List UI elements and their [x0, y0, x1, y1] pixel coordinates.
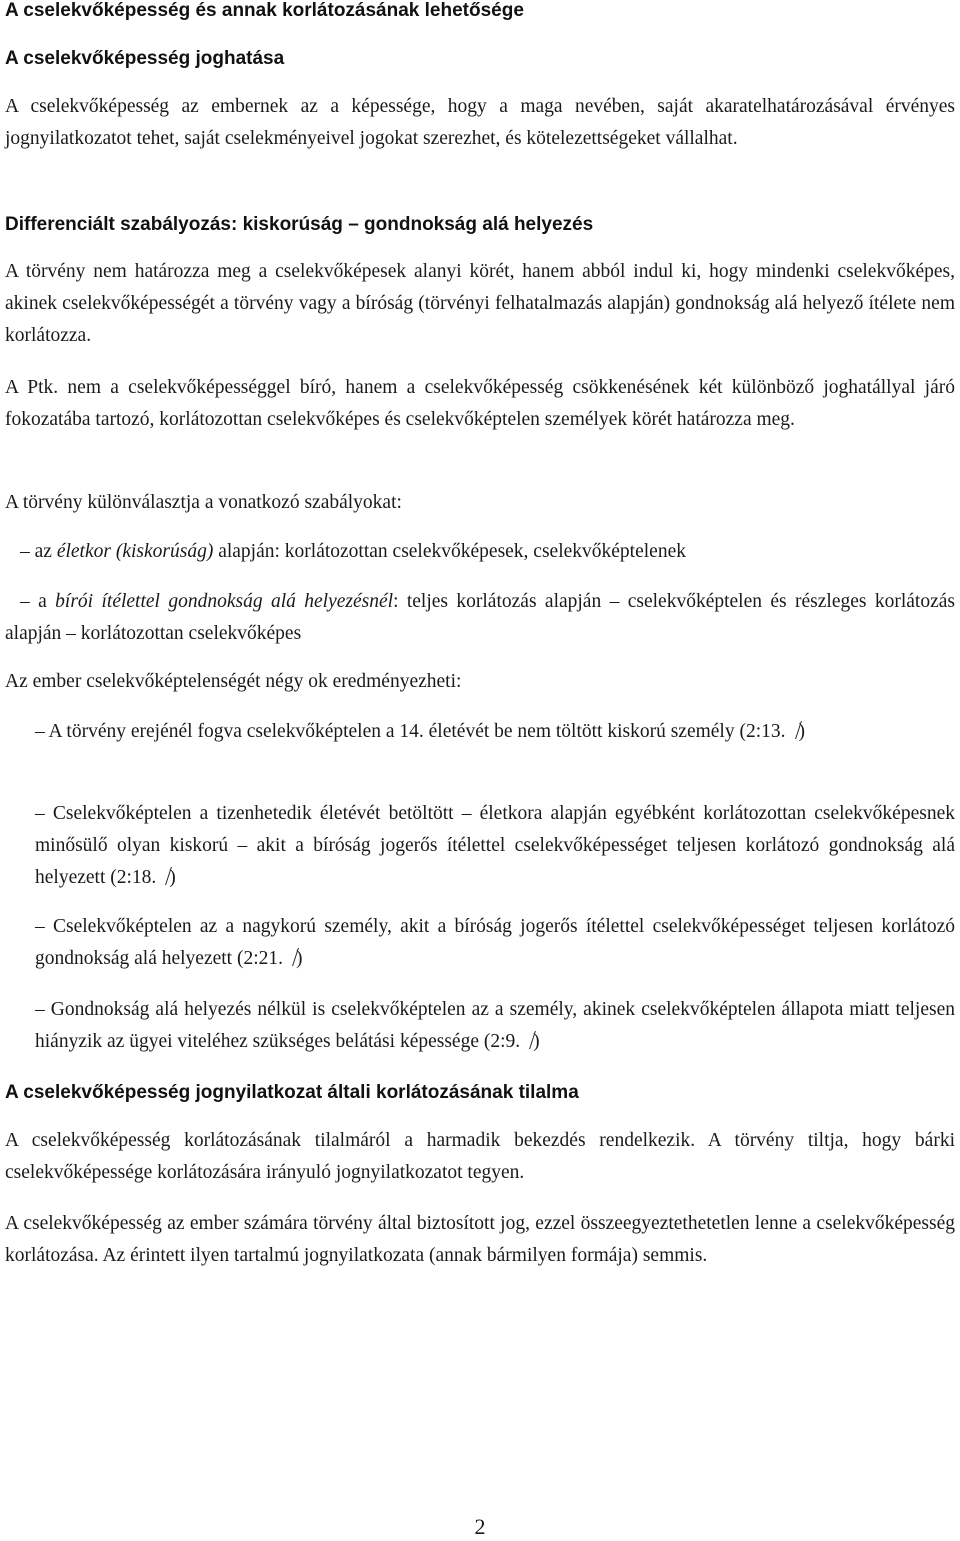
paragraph-void: A cselekvőképesség az ember számára törvény által biztosított jog, ezzel összeegyeztethetetlen lenne a cselekvőképesség korlátozása. Az érintett ilyen tartalmú jognyilatkozata (annak bármilyen formája) semmis.: [5, 1213, 955, 1266]
document-title: A cselekvőképesség és annak korlátozásának lehetősége: [5, 0, 524, 21]
rule-italic: életkor (kiskorúság): [56, 541, 214, 562]
rule-rest: : teljes korlátozás alapján – cselekvőképtelen és részleges korlátozás alapján – korlátozottan cselekvőképes: [5, 591, 955, 644]
paragraph-definition: A cselekvőképesség az embernek az a képessége, hogy a maga nevében, saját akaratelhatározásával érvényes jognyilatkozatot tehet, saját cselekményeivel jogokat szerezhet, és kötelezettségeket vállalhat.: [5, 96, 955, 149]
paragraph-ptk: A Ptk. nem a cselekvőképességgel bíró, hanem a cselekvőképesség csökkenésének két különböző joghatállyal járó fokozatába tartozó, korlátozottan cselekvőképes és cselekvőképtelen személyek körét határozza meg.: [5, 377, 955, 430]
section-heading-differentiated-regulation: Differenciált szabályozás: kiskorúság – gondnokság alá helyezés: [5, 214, 594, 235]
page-number: 2: [474, 1514, 486, 1539]
paragraph-general-capacity: A törvény nem határozza meg a cselekvőképesek alanyi körét, hanem abból indul ki, hogy mindenki cselekvőképes, akinek cselekvőképességét a törvény vagy a bíróság (törvényi felhatalmazás alapján) gondnokság alá helyező ítélete nem korlátozza.: [5, 261, 955, 346]
list-item: – Cselekvőképtelen a tizenhetedik életévét betöltött – életkora alapján egyébként korlátozottan cselekvőképesnek minősülő olyan kiskorú – akit a bíróság jogerős ítélettel cselekvőképességet teljesen korlátozó gondnokság alá helyezett (2:18. ): [35, 803, 955, 888]
list-item: – A törvény erejénél fogva cselekvőképtelen a 14. életévét be nem töltött kiskorú személy (2:13. ): [35, 721, 806, 742]
list-item: – Cselekvőképtelen az a nagykorú személy, akit a bíróság jogerős ítélettel cselekvőképességet teljesen korlátozó gondnokság alá helyezett (2:21. ): [35, 916, 955, 969]
section-heading-legal-effect: A cselekvőképesség joghatása: [5, 48, 285, 69]
paragraph-rules-intro: A törvény különválasztja a vonatkozó szabályokat:: [5, 492, 402, 513]
paragraph-four-causes: Az ember cselekvőképtelenségét négy ok eredményezheti:: [5, 671, 462, 692]
rule-italic: bírói ítélettel gondnokság alá helyezésnél: [55, 591, 394, 612]
paragraph-prohibition: A cselekvőképesség korlátozásának tilalmáról a harmadik bekezdés rendelkezik. A törvény tiltja, hogy bárki cselekvőképessége korlátozására irányuló jognyilatkozatot tegyen.: [5, 1130, 955, 1183]
section-heading-prohibition: A cselekvőképesség jognyilatkozat általi korlátozásának tilalma: [5, 1082, 579, 1103]
rule-lead: – a: [20, 591, 56, 612]
rule-court-based: [5, 586, 955, 650]
rule-rest: alapján: korlátozottan cselekvőképesek, cselekvőképtelenek: [213, 541, 686, 562]
rule-lead: – az: [20, 541, 57, 562]
rule-age-based: [5, 536, 955, 568]
list-item: – Gondnokság alá helyezés nélkül is cselekvőképtelen az a személy, akinek cselekvőképtelen állapota miatt teljesen hiányzik az ügyei viteléhez szükséges belátási képessége (2:9. ): [35, 999, 955, 1052]
